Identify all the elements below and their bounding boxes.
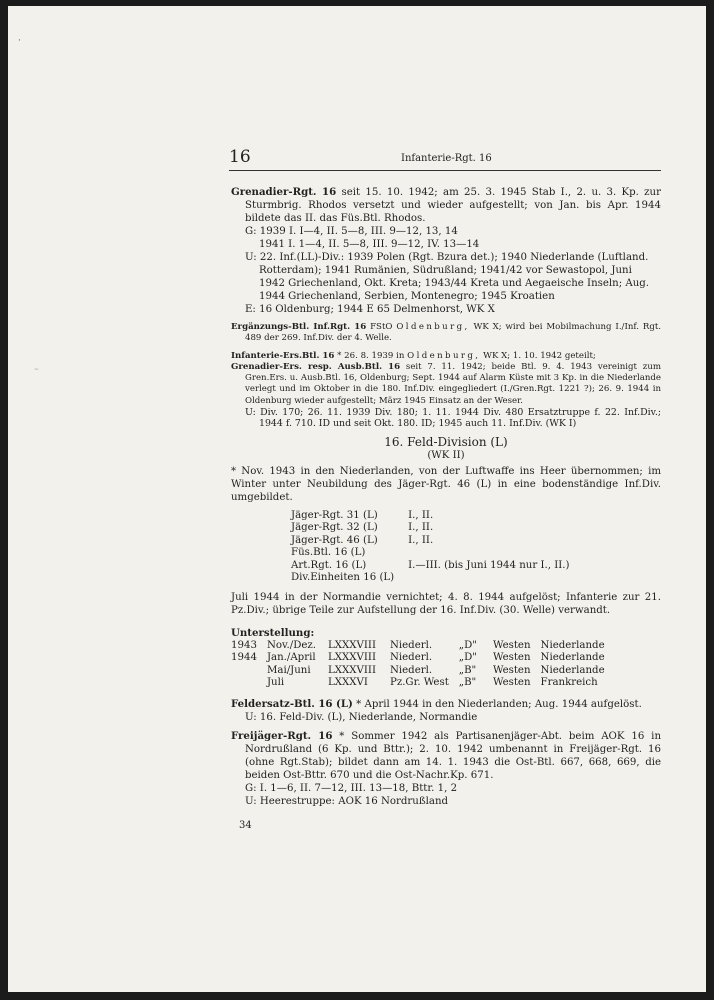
- unterstellung-corps: LXXXVIII: [328, 652, 376, 664]
- unterstellung-army-group: „B": [458, 677, 477, 689]
- unit-battalions: [408, 547, 575, 560]
- entry-body: * Sommer 1942 als Partisanenjäger-Abt. beim AOK 16 in Nordrußland (6 Kp. und Bttr.); 2. 10. 1942 umbenannt in Freijäger-Rgt. 16 (ohne Rgt.Stab); bildet dann am 14. 1. 1943 die Ost-Btl. 667, 668, 669, die beiden Ost-Bttr. 670 und die Ost-Nachr.Kp. 671.: [245, 730, 661, 781]
- unterstellung-corps: LXXXVIII: [328, 664, 376, 676]
- entry-e: E: 16 Oldenburg; 1944 E 65 Delmenhorst, WK X: [245, 304, 495, 315]
- unit-row: [291, 560, 575, 573]
- unterstellung-year: 1943: [231, 639, 257, 651]
- unterstellung-army-group: „D": [458, 652, 477, 664]
- unit-battalions: [408, 572, 575, 585]
- unterstellung-front: Westen: [492, 639, 531, 651]
- unterstellung-row: [231, 665, 605, 678]
- document-page: [8, 6, 706, 992]
- unterstellung-front: Westen: [492, 652, 531, 664]
- entry-u: U: 16. Feld-Div. (L), Niederlande, Normandie: [245, 711, 478, 723]
- unterstellung-area: Pz.Gr. West: [389, 677, 449, 689]
- unterstellung-area: Niederl.: [389, 652, 433, 664]
- entry-g2: 1941 I. 1—4, II. 5—8, III. 9—12, IV. 13—14: [259, 239, 480, 250]
- entry-city: Oldenburg,: [407, 350, 481, 361]
- unit-name: Art.Rgt. 16 (L): [291, 559, 367, 571]
- unterstellung-months: Juli: [266, 677, 285, 689]
- entry-title: Freijäger-Rgt. 16: [231, 729, 333, 742]
- entry-g1: G: 1939 I. I—4, II. 5—8, III. 9—12, 13, 14: [245, 226, 458, 237]
- section-subheading: (WK II): [427, 449, 465, 461]
- entry-city: Oldenburg,: [396, 322, 470, 332]
- entry-text: [231, 698, 661, 711]
- entry-body: * April 1944 in den Niederlanden; Aug. 1944 aufgelöst.: [356, 698, 642, 710]
- unterstellung-region: Niederlande: [540, 652, 605, 664]
- entry-text: [231, 186, 661, 225]
- footer-page-number: 34: [239, 820, 252, 831]
- entry-ergaenzungs-btl: [231, 322, 661, 345]
- unterstellung-months: Nov./Dez.: [266, 639, 317, 651]
- unterstellung-corps: LXXXVI: [328, 677, 368, 689]
- header-rule: [229, 170, 661, 171]
- unterstellung-title: Unterstellung:: [231, 626, 315, 639]
- unit-battalions: I.—III. (bis Juni 1944 nur I., II.): [408, 559, 570, 571]
- entry-body: FStO: [370, 322, 393, 332]
- entry-title: Grenadier-Rgt. 16: [231, 186, 337, 198]
- unit-battalions: I., II.: [408, 534, 434, 546]
- entry-body: * 26. 8. 1939 in: [337, 350, 405, 361]
- unterstellung-front: Westen: [492, 664, 531, 676]
- unterstellung-area: Niederl.: [389, 664, 433, 676]
- entry-body: seit 7. 11. 1942; beide Btl. 9. 4. 1943 vereinigt zum Gren.Ers. u. Ausb.Btl. 16, Oldenburg; Sept. 1944 auf Alarm Küste mit 3 Kp. in die Niederlande verlegt und im Oktober in die 180. Inf.Div. eingegliedert (I./Gren.Rgt. 1221 ?); 26. 9. 1944 in Oldenburg wieder aufgestellt; März 1945 Einsatz an der Weser.: [245, 361, 661, 406]
- unit-battalions: I., II.: [408, 509, 434, 521]
- section-outro: Juli 1944 in der Normandie vernichtet; 4. 8. 1944 aufgelöst; Infanterie zur 21. Pz.Div.; übrige Teile zur Aufstellung der 16. Inf.Div. (30. Welle) verwandt.: [231, 591, 661, 616]
- unit-name: Div.Einheiten 16 (L): [291, 572, 395, 584]
- entry-title: Feldersatz-Btl. 16 (L): [231, 697, 353, 710]
- unit-row: [291, 547, 575, 560]
- section-intro: * Nov. 1943 in den Niederlanden, von der Luftwaffe ins Heer übernommen; im Winter unter Neubildung des Jäger-Rgt. 46 (L) in eine bodenständige Inf.Div. umgebildet.: [231, 465, 661, 503]
- entry-ersatz: [231, 351, 661, 430]
- entry-title: Infanterie-Ers.Btl. 16: [231, 350, 335, 361]
- unit-battalions: I., II.: [408, 522, 434, 534]
- entry-title: Grenadier-Ers. resp. Ausb.Btl. 16: [231, 361, 401, 372]
- unterstellung-year: 1944: [231, 652, 257, 664]
- unterstellung-table: [231, 640, 605, 690]
- entry-inf-ers-btl: [231, 351, 661, 362]
- unterstellung-row: [231, 652, 605, 665]
- unterstellung-region: Niederlande: [540, 664, 605, 676]
- unterstellung-army-group: „B": [458, 664, 477, 676]
- unterstellung-region: Niederlande: [540, 639, 605, 651]
- unit-row: [291, 510, 575, 523]
- page-number: 16: [229, 147, 251, 167]
- unterstellung-year: [231, 665, 267, 678]
- running-title: Infanterie-Rgt. 16: [401, 153, 492, 164]
- unterstellung-row: [231, 677, 605, 690]
- entry-gren-ers-btl: [231, 362, 661, 407]
- units-table: [291, 510, 575, 585]
- entry-text: [231, 730, 661, 782]
- unterstellung-army-group: „D": [458, 639, 477, 651]
- unterstellung-label: [231, 627, 661, 640]
- entry-grenadier-rgt: [231, 186, 661, 316]
- unit-row: [291, 572, 575, 585]
- unterstellung-year: [231, 677, 267, 690]
- unterstellung-area: Niederl.: [389, 639, 433, 651]
- unterstellung-months: Jan./April: [266, 652, 316, 664]
- entry-u: U: 22. Inf.(LL)-Div.: 1939 Polen (Rgt. Bzura det.); 1940 Niederlande (Luftland. Rotterdam); 1941 Rumänien, Südrußland; 1941/42 vor Sewastopol, Juni 1942 Griechenland, Okt. Kreta; 1943/44 Kreta und Aegaeische Inseln; Aug. 1944 Griechenland, Serbien, Montenegro; 1945 Kroatien: [245, 252, 650, 302]
- entry-body: WK X; 1. 10. 1942 geteilt;: [483, 350, 596, 361]
- unterstellung-region: Frankreich: [540, 677, 598, 689]
- unterstellung-corps: LXXXVIII: [328, 639, 376, 651]
- margin-mark: ·: [18, 36, 21, 46]
- unit-name: Jäger-Rgt. 46 (L): [291, 534, 378, 546]
- unit-row: [291, 522, 575, 535]
- main-content: [231, 186, 661, 814]
- entry-feldersatz-btl: [231, 698, 661, 724]
- unit-row: [291, 535, 575, 548]
- entry-u: U: Div. 170; 26. 11. 1939 Div. 180; 1. 11. 1944 Div. 480 Ersatztruppe f. 22. Inf.Div.; 1944 f. 710. ID und seit Okt. 180. ID; 1945 auch 11. Inf.Div. (WK I): [245, 407, 661, 430]
- section-heading: 16. Feld-Division (L): [384, 434, 508, 449]
- entry-freijaeger-rgt: [231, 730, 661, 808]
- margin-scribble: ~: [34, 366, 40, 373]
- entry-body: seit 15. 10. 1942; am 25. 3. 1945 Stab I., 2. u. 3. Kp. zur Sturmbrig. Rhodos versetzt und wieder aufgestellt; von Jan. bis Apr. 1944 bildete das II. das Füs.Btl. Rhodos.: [245, 187, 661, 224]
- unterstellung-row: [231, 640, 605, 653]
- unit-name: Jäger-Rgt. 31 (L): [291, 509, 378, 521]
- entry-body: WK X; wird bei Mobilmachung I./Inf. Rgt. 489 der 269. Inf.Div. der 4. Welle.: [245, 322, 662, 344]
- unterstellung-front: Westen: [492, 677, 531, 689]
- unit-name: Füs.Btl. 16 (L): [291, 547, 366, 559]
- entry-title: Ergänzungs-Btl. Inf.Rgt. 16: [231, 322, 367, 332]
- unit-name: Jäger-Rgt. 32 (L): [291, 522, 378, 534]
- entry-u: U: Heerestruppe: AOK 16 Nordrußland: [245, 795, 449, 807]
- unterstellung-months: Mai/Juni: [266, 664, 311, 676]
- entry-g: G: I. 1—6, II. 7—12, III. 13—18, Bttr. 1, 2: [245, 782, 458, 794]
